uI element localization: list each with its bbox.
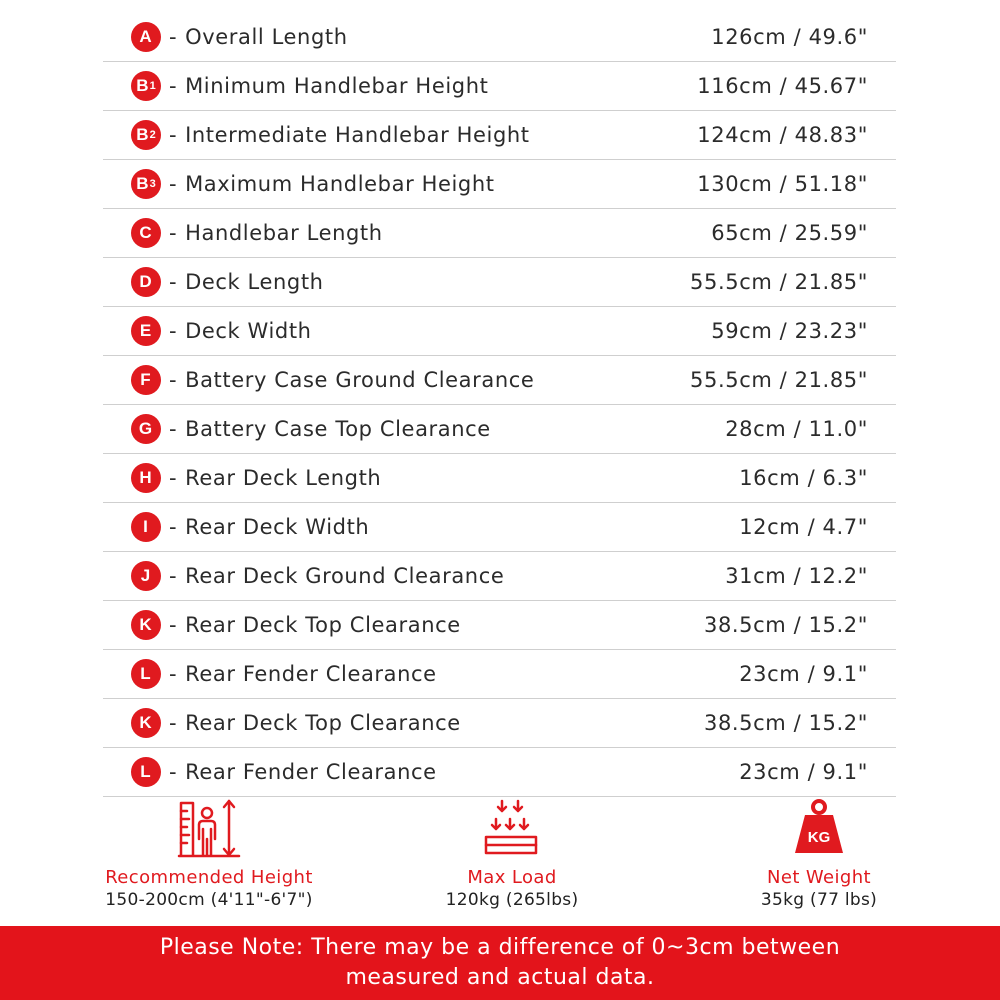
letter-badge: B 1: [131, 71, 161, 101]
letter-badge: C: [131, 218, 161, 248]
spec-value: 23cm / 9.1": [739, 662, 868, 686]
spec-label: Rear Deck Length: [185, 466, 382, 490]
spec-value: 28cm / 11.0": [725, 417, 868, 441]
letter-badge: L: [131, 659, 161, 689]
letter-badge: J: [131, 561, 161, 591]
spec-value: 16cm / 6.3": [739, 466, 868, 490]
dash: -: [169, 25, 178, 49]
spec-value: 116cm / 45.67": [697, 74, 868, 98]
spec-row: [103, 748, 896, 797]
spec-label: Deck Width: [185, 319, 312, 343]
feature-value: 120kg (265lbs): [445, 890, 579, 910]
spec-label: Handlebar Length: [185, 221, 383, 245]
spec-row: [103, 699, 896, 748]
spec-value: 55.5cm / 21.85": [690, 270, 868, 294]
dash: -: [169, 613, 178, 637]
letter-badge: B 3: [131, 169, 161, 199]
spec-label: Maximum Handlebar Height: [185, 172, 495, 196]
spec-table: [103, 13, 896, 797]
spec-label: Rear Fender Clearance: [185, 760, 437, 784]
load-icon: [480, 795, 544, 859]
letter-badge: K: [131, 708, 161, 738]
spec-row: [103, 356, 896, 405]
spec-label: Rear Deck Ground Clearance: [185, 564, 505, 588]
spec-label: Intermediate Handlebar Height: [185, 123, 530, 147]
spec-value: 130cm / 51.18": [697, 172, 868, 196]
recommended-height-block: [59, 795, 359, 910]
spec-row: [103, 13, 896, 62]
dash: -: [169, 270, 178, 294]
spec-value: 55.5cm / 21.85": [690, 368, 868, 392]
spec-row: [103, 307, 896, 356]
letter-badge: A: [131, 22, 161, 52]
dash: -: [169, 417, 178, 441]
spec-row: [103, 503, 896, 552]
spec-row: [103, 160, 896, 209]
spec-label: Minimum Handlebar Height: [185, 74, 489, 98]
dash: -: [169, 74, 178, 98]
spec-label: Deck Length: [185, 270, 324, 294]
letter-badge: B 2: [131, 120, 161, 150]
dash: -: [169, 711, 178, 735]
dash: -: [169, 515, 178, 539]
feature-icons: [0, 795, 1000, 925]
spec-row: [103, 209, 896, 258]
spec-value: 124cm / 48.83": [697, 123, 868, 147]
feature-title: Max Load: [467, 867, 557, 888]
spec-label: Overall Length: [185, 25, 348, 49]
spec-value: 59cm / 23.23": [711, 319, 868, 343]
note-line-2: measured and actual data.: [345, 965, 655, 990]
letter-badge: E: [131, 316, 161, 346]
dash: -: [169, 123, 178, 147]
height-icon: [177, 795, 241, 859]
spec-row: [103, 601, 896, 650]
feature-title: Net Weight: [766, 867, 872, 888]
note-line-1: Please Note: There may be a difference of 0~3cm between: [159, 935, 841, 960]
spec-row: [103, 62, 896, 111]
spec-value: 31cm / 12.2": [725, 564, 868, 588]
spec-row: [103, 552, 896, 601]
spec-value: 12cm / 4.7": [739, 515, 868, 539]
letter-badge: D: [131, 267, 161, 297]
letter-badge: I: [131, 512, 161, 542]
dash: -: [169, 760, 178, 784]
note-banner: [0, 926, 1000, 1000]
dash: -: [169, 368, 178, 392]
weight-icon: [787, 795, 851, 859]
spec-label: Rear Deck Top Clearance: [185, 711, 461, 735]
spec-label: Rear Deck Width: [185, 515, 370, 539]
dash: -: [169, 662, 178, 686]
letter-badge: K: [131, 610, 161, 640]
weight-icon-text: KG: [807, 829, 831, 846]
spec-label: Rear Fender Clearance: [185, 662, 437, 686]
spec-value: 23cm / 9.1": [739, 760, 868, 784]
spec-value: 126cm / 49.6": [711, 25, 868, 49]
max-load-block: [362, 795, 662, 910]
spec-row: [103, 111, 896, 160]
spec-label: Battery Case Top Clearance: [185, 417, 491, 441]
feature-value: 35kg (77 lbs): [760, 890, 878, 910]
dash: -: [169, 319, 178, 343]
dash: -: [169, 466, 178, 490]
feature-value: 150-200cm (4'11"-6'7"): [105, 890, 313, 910]
letter-badge: G: [131, 414, 161, 444]
spec-row: [103, 405, 896, 454]
dash: -: [169, 221, 178, 245]
spec-row: [103, 454, 896, 503]
spec-value: 38.5cm / 15.2": [703, 613, 868, 637]
dash: -: [169, 564, 178, 588]
letter-badge: F: [131, 365, 161, 395]
spec-label: Rear Deck Top Clearance: [185, 613, 461, 637]
spec-row: [103, 258, 896, 307]
dash: -: [169, 172, 178, 196]
spec-label: Battery Case Ground Clearance: [185, 368, 535, 392]
spec-row: [103, 650, 896, 699]
feature-title: Recommended Height: [105, 867, 313, 888]
spec-value: 65cm / 25.59": [711, 221, 868, 245]
spec-value: 38.5cm / 15.2": [703, 711, 868, 735]
net-weight-block: [669, 795, 969, 910]
letter-badge: L: [131, 757, 161, 787]
letter-badge: H: [131, 463, 161, 493]
